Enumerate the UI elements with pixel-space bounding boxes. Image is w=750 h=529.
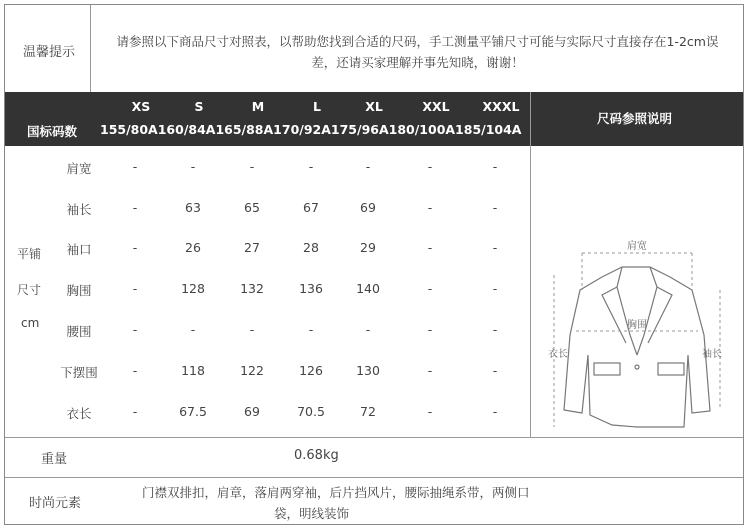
table-cell: - [132,281,138,296]
jacket-lapel [602,287,672,343]
table-cell: - [132,322,138,337]
table-cell: - [308,159,314,174]
table-cell: 65 [244,200,260,215]
table-cell: - [427,404,433,419]
table-cell: 63 [185,200,201,215]
table-cell: - [308,322,314,337]
diagram-label-sleeve: 袖长 [702,349,722,360]
jacket-outline [564,267,710,427]
table-cell: 132 [240,281,264,296]
table-cell: 136 [299,281,323,296]
table-cell: 29 [360,240,376,255]
divider [530,92,531,437]
notice-text: 请参照以下商品尺寸对照表，以帮助您找到合适的尺码，手工测量平铺尺寸可能与实际尺寸直接存在1-2cm误差，还请买家理解并事先知晓，谢谢！ [116,34,719,70]
table-cell: - [132,159,138,174]
divider [90,5,91,92]
style-line-1: 门襟双排扣，肩章，落肩两穿袖，后片挡风片，腰际抽绳系带，两侧口 [142,485,530,500]
table-cell: - [492,322,498,337]
table-cell: 70.5 [297,404,325,419]
table-cell: - [249,322,255,337]
size-standard-label: 国标码数 [27,124,78,139]
diagram-label-length: 衣长 [548,349,568,360]
size-chart [4,4,744,525]
group-label-1: 平铺 [17,247,42,261]
table-cell: - [427,322,433,337]
table-cell: - [365,159,371,174]
divider [5,437,743,438]
group-label-3: cm [21,316,40,330]
jacket-pocket-left [594,363,620,375]
table-cell: - [365,322,371,337]
table-cell: - [427,159,433,174]
table-cell: 67.5 [179,404,207,419]
row-label: 胸围 [66,283,92,298]
size-header: XS [131,99,151,114]
table-cell: 69 [360,200,376,215]
reference-title: 尺码参照说明 [597,111,673,126]
table-cell: - [492,281,498,296]
size-header: XL [365,99,383,114]
style-label: 时尚元素 [29,496,82,511]
header-bar [5,92,743,146]
table-cell: 140 [356,281,380,296]
diagram-label-shoulder: 肩宽 [627,241,647,252]
table-cell: 122 [240,363,264,378]
size-header: M [251,99,265,114]
style-line-2: 袋，明线装饰 [274,506,350,521]
table-cell: 27 [244,240,260,255]
size-header: XXXL [482,99,520,114]
table-cell: 126 [299,363,323,378]
table-cell: - [132,363,138,378]
weight-value: 0.68kg [294,448,339,463]
table-cell: 28 [303,240,319,255]
notice-label: 温馨提示 [23,45,76,60]
row-label: 腰围 [66,324,92,339]
jacket-collar [617,267,657,355]
table-cell: - [132,404,138,419]
table-cell: - [132,200,138,215]
table-cell: - [492,159,498,174]
row-label: 肩宽 [66,161,92,176]
table-cell: 128 [181,281,205,296]
diagram-label-chest: 胸围 [627,320,647,331]
table-cell: 118 [181,363,205,378]
weight-label: 重量 [41,452,68,467]
table-cell: - [492,200,498,215]
table-cell: 72 [360,404,376,419]
table-cell: - [190,322,196,337]
size-standards: 155/80A160/84A165/88A170/92A175/96A180/100A185/104A [100,122,522,137]
size-header: XXL [422,99,450,114]
row-label: 下摆围 [60,365,98,380]
table-cell: - [492,240,498,255]
table-cell: 130 [356,363,380,378]
table-cell: - [190,159,196,174]
row-label: 衣长 [66,406,92,421]
table-cell: - [492,404,498,419]
group-label-2: 尺寸 [17,283,42,297]
table-cell: 67 [303,200,319,215]
divider [5,477,743,478]
table-cell: - [427,240,433,255]
size-header: S [194,99,204,114]
jacket-diagram [542,235,732,435]
table-cell: 69 [244,404,260,419]
table-cell: - [249,159,255,174]
table-cell: - [427,363,433,378]
table-cell: - [427,281,433,296]
jacket-button [635,365,639,369]
row-label: 袖长 [66,202,92,217]
table-cell: - [427,200,433,215]
size-header: L [313,99,321,114]
table-cell: 26 [185,240,201,255]
row-label: 袖口 [66,242,92,257]
table-cell: - [132,240,138,255]
table-cell: - [492,363,498,378]
jacket-pocket-right [658,363,684,375]
